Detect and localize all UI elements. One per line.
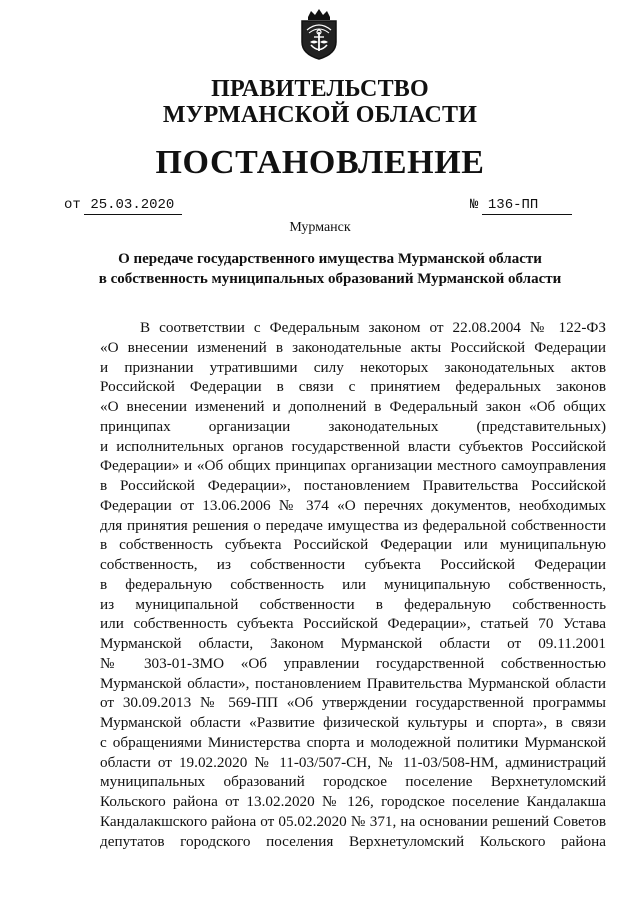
body-text [100,318,606,851]
body-line: Федерации от 13.06.2006 № 374 «О перечнях документов, необходимых [100,496,606,514]
document-title [60,249,600,289]
body-line: с обращениями Министерства спорта и молодежной политики Мурманской [100,733,606,751]
government-name-line1: ПРАВИТЕЛЬСТВО [211,76,429,102]
number-value: 136-ПП [482,196,572,215]
body-line: Мурманской области», постановлением Правительства Мурманской области [100,674,606,692]
city-name: Мурманск [289,220,351,235]
body-line: Федерации» и «Об общих принципах организации местного самоуправления [100,457,606,475]
body-line: «О внесении изменений в законодательные акты Российской Федерации [100,338,606,356]
body-line: В соответствии с Федеральным законом от 22.08.2004 № 122-ФЗ [140,319,606,336]
body-line: Российской Федерации в связи с принятием федеральных законов [100,378,606,396]
body-line: муниципальных образований городское поселение Верхнетуломский [100,773,606,791]
body-line: и признании утратившими силу некоторых законодательных актов [100,358,606,376]
body-line: Кандалакшского района от 05.02.2020 № 371, на основании решений Советов [100,812,606,830]
date-value: 25.03.2020 [84,196,182,215]
body-line: области от 19.02.2020 № 11-03/507-СН, № 11-03/508-НМ, администраций [100,753,606,771]
title-line2: в собственность муниципальных образований Мурманской области [98,271,562,287]
body-line: из муниципальной собственности в федеральную собственность [100,595,606,613]
date-label: от [64,197,81,213]
body-line: Мурманской области, Законом Мурманской области от 09.11.2001 [100,635,606,652]
body-line: от 30.09.2013 № 569-ПП «Об утверждении государственной программы [100,694,606,712]
body-line: № 303-01-ЗМО «Об управлении государственной собственностью [100,654,606,672]
body-line: «О внесении изменений и дополнений в Федеральный закон «Об общих [100,398,606,415]
body-line: Мурманской области «Развитие физической культуры и спорта», в связи [100,714,606,731]
number-label: № [470,197,479,213]
title-line1: О передаче государственного имущества Мурманской области [118,251,542,267]
body-line: Кольского района от 13.02.2020 № 126, городское поселение Кандалакша [100,793,606,810]
body-line: депутатов городского поселения Верхнетуломский Кольского района [100,832,606,850]
body-line: в Российской Федерации», постановлением Правительства Российской [100,477,606,494]
government-name-line2: МУРМАНСКОЙ ОБЛАСТИ [162,102,478,128]
document-number [470,196,572,215]
body-line: принципах организации законодательных (представительных) [100,417,606,435]
body-line: в собственность субъекта Российской Федерации или муниципальную [100,536,606,554]
document-date [64,196,182,215]
body-line: в федеральную собственность или муниципальную собственность, [100,575,606,593]
body-line: или собственность субъекта Российской Федерации», статьей 70 Устава [100,615,606,633]
document-type-heading: ПОСТАНОВЛЕНИЕ [155,144,485,181]
body-line: для принятия решения о передаче имущества из федеральной собственности [100,516,606,534]
body-line: и исполнительных органов государственной власти субъектов Российской [100,437,606,455]
murmansk-coat-of-arms-icon [298,8,340,60]
body-line: собственность, из собственности субъекта Российской Федерации [100,556,606,573]
